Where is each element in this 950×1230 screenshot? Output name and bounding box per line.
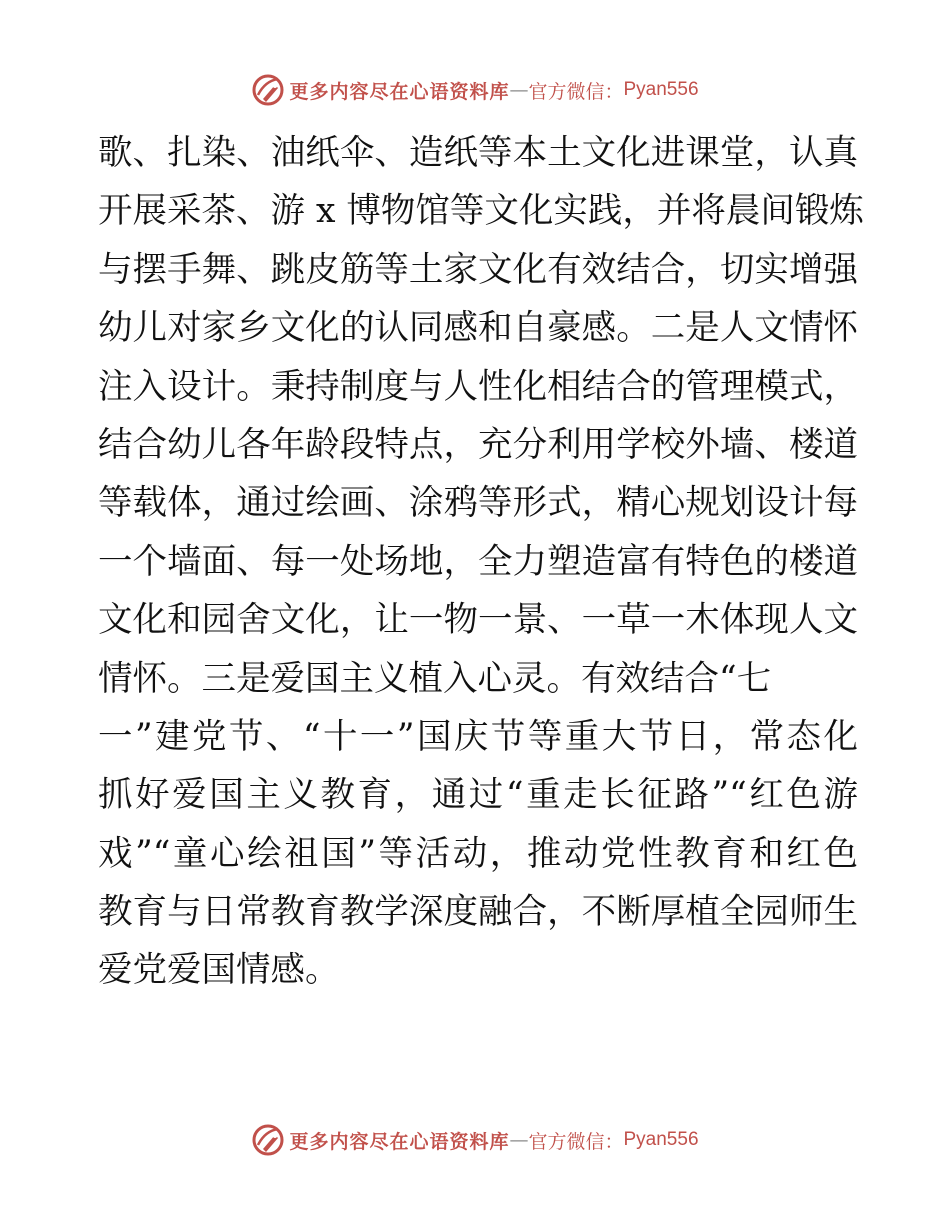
pen-logo-icon bbox=[251, 1123, 285, 1157]
paragraph-line: 抓好爱国主义教育，通过“重走长征路”“红色游 bbox=[98, 775, 858, 816]
watermark-lead-text: 更多内容尽在心语资料库 bbox=[289, 1130, 510, 1153]
paragraph-line: 开展采茶、游 x 博物馆等文化实践，并将晨间锻炼 bbox=[98, 191, 864, 232]
paragraph-line: 与摆手舞、跳皮筋等土家文化有效结合，切实增强 bbox=[98, 249, 858, 290]
paragraph-line: 一个墙面、每一处场地，全力塑造富有特色的楼道 bbox=[98, 541, 858, 582]
document-body bbox=[98, 124, 864, 1000]
paragraph-line: 教育与日常教育教学深度融合，不断厚植全园师生 bbox=[98, 892, 858, 933]
paragraph-line: 戏”“童心绘祖国”等活动，推动党性教育和红色 bbox=[98, 833, 858, 874]
watermark-lead-text: 更多内容尽在心语资料库 bbox=[289, 80, 510, 103]
paragraph-line: 幼儿对家乡文化的认同感和自豪感。二是人文情怀 bbox=[98, 308, 858, 349]
watermark-wechat-label: 官方微信： bbox=[528, 1130, 624, 1153]
paragraph-line: 歌、扎染、油纸伞、造纸等本土文化进课堂，认真 bbox=[98, 133, 858, 173]
paragraph-line: 爱党爱国情感。 bbox=[98, 950, 340, 991]
watermark-wechat-id: Pyan556 bbox=[623, 79, 699, 100]
watermark-wechat-label: 官方微信： bbox=[528, 80, 624, 103]
paragraph-line: 注入设计。秉持制度与人性化相结合的管理模式， bbox=[98, 366, 858, 407]
header-watermark bbox=[0, 70, 950, 110]
paragraph-line: 等载体，通过绘画、涂鸦等形式，精心规划设计每 bbox=[98, 483, 858, 524]
watermark-separator: — bbox=[509, 79, 529, 101]
watermark-wechat-id: Pyan556 bbox=[623, 1129, 699, 1150]
paragraph-line: 结合幼儿各年龄段特点，充分利用学校外墙、楼道 bbox=[98, 424, 858, 465]
paragraph-line: 一”建党节、“十一”国庆节等重大节日，常态化 bbox=[98, 716, 858, 757]
footer-watermark bbox=[0, 1120, 950, 1160]
pen-logo-icon bbox=[251, 73, 285, 107]
watermark-separator: — bbox=[509, 1129, 529, 1151]
paragraph-line: 情怀。三是爱国主义植入心灵。有效结合“七 bbox=[98, 658, 772, 699]
paragraph-line: 文化和园舍文化，让一物一景、一草一木体现人文 bbox=[98, 600, 858, 641]
